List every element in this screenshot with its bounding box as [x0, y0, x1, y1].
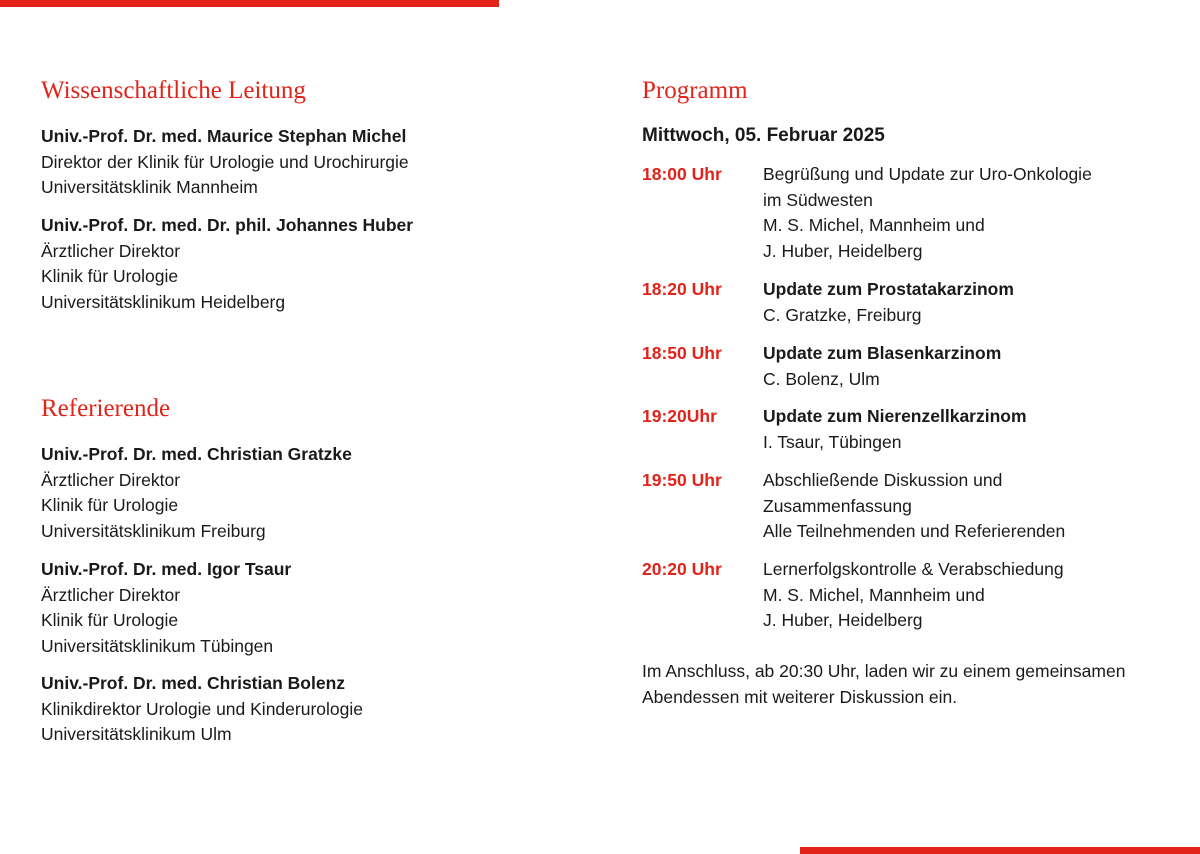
- program-title: Update zum Prostatakarzinom: [763, 279, 1014, 299]
- program-speaker: M. S. Michel, Mannheim und: [763, 215, 985, 235]
- top-accent-bar: [0, 0, 499, 7]
- program-speaker: Alle Teilnehmenden und Referierenden: [763, 521, 1066, 541]
- person-line: Ärztlicher Direktor: [41, 240, 181, 261]
- program-time: 18:50 Uhr: [642, 343, 722, 363]
- person-line: Klinikdirektor Urologie und Kinderurologie: [41, 698, 363, 719]
- program-date: Mittwoch, 05. Februar 2025: [642, 125, 885, 146]
- person-line: Universitätsklinikum Heidelberg: [41, 291, 286, 312]
- program-body: [763, 404, 1173, 455]
- program-title: Zusammenfassung: [763, 495, 912, 516]
- program-title: im Südwesten: [763, 189, 873, 210]
- program-speaker: M. S. Michel, Mannheim und: [763, 584, 985, 605]
- program-time: 18:20 Uhr: [642, 279, 722, 299]
- person-name: Univ.-Prof. Dr. med. Igor Tsaur: [41, 559, 292, 579]
- program-title: Update zum Nierenzellkarzinom: [763, 406, 1027, 426]
- person-line: Universitätsklinik Mannheim: [41, 177, 258, 197]
- program-body: [763, 277, 1173, 328]
- referierende-heading: Referierende: [41, 395, 171, 422]
- program-title: Update zum Blasenkarzinom: [763, 343, 1002, 363]
- person-line: Universitätsklinikum Tübingen: [41, 635, 274, 656]
- person-name: Univ.-Prof. Dr. med. Dr. phil. Johannes Huber: [41, 215, 414, 235]
- person-line: Klinik für Urologie: [41, 610, 179, 630]
- program-body: [763, 162, 1173, 264]
- person-gratzke: [41, 442, 352, 544]
- person-line: Ärztlicher Direktor: [41, 584, 181, 605]
- program-time: 18:00 Uhr: [642, 164, 722, 184]
- person-line: Universitätsklinikum Freiburg: [41, 520, 266, 541]
- leitung-heading: Wissenschaftliche Leitung: [41, 77, 306, 104]
- person-name: Univ.-Prof. Dr. med. Christian Bolenz: [41, 673, 346, 693]
- person-tsaur: [41, 557, 291, 659]
- person-line: Ärztlicher Direktor: [41, 469, 181, 490]
- program-body: [763, 341, 1173, 392]
- program-speaker: C. Gratzke, Freiburg: [763, 304, 922, 325]
- person-huber: [41, 213, 413, 315]
- program-speaker: J. Huber, Heidelberg: [763, 610, 923, 630]
- program-title: Abschließende Diskussion und: [763, 470, 1003, 490]
- person-michel: [41, 124, 409, 201]
- program-time: 20:20 Uhr: [642, 559, 722, 579]
- closing-note: [642, 659, 1182, 710]
- closing-line: Abendessen mit weiterer Diskussion ein.: [642, 686, 958, 707]
- person-name: Univ.-Prof. Dr. med. Maurice Stephan Michel: [41, 126, 407, 146]
- program-speaker: C. Bolenz, Ulm: [763, 368, 880, 389]
- bottom-accent-bar: [800, 847, 1200, 854]
- program-speaker: I. Tsaur, Tübingen: [763, 431, 902, 452]
- person-bolenz: [41, 671, 363, 748]
- program-body: [763, 557, 1173, 634]
- person-line: Direktor der Klinik für Urologie und Urochirurgie: [41, 151, 409, 172]
- person-line: Klinik für Urologie: [41, 495, 179, 515]
- program-title: Lernerfolgskontrolle & Verabschiedung: [763, 559, 1064, 579]
- program-title: Begrüßung und Update zur Uro-Onkologie: [763, 164, 1092, 184]
- program-speaker: J. Huber, Heidelberg: [763, 240, 923, 261]
- program-time: 19:20Uhr: [642, 406, 717, 426]
- programm-heading: Programm: [642, 77, 748, 104]
- person-line: Universitätsklinikum Ulm: [41, 724, 232, 744]
- program-body: [763, 468, 1173, 545]
- closing-line: Im Anschluss, ab 20:30 Uhr, laden wir zu einem gemeinsamen: [642, 661, 1126, 681]
- program-time: 19:50 Uhr: [642, 470, 722, 490]
- person-line: Klinik für Urologie: [41, 266, 179, 286]
- person-name: Univ.-Prof. Dr. med. Christian Gratzke: [41, 444, 352, 464]
